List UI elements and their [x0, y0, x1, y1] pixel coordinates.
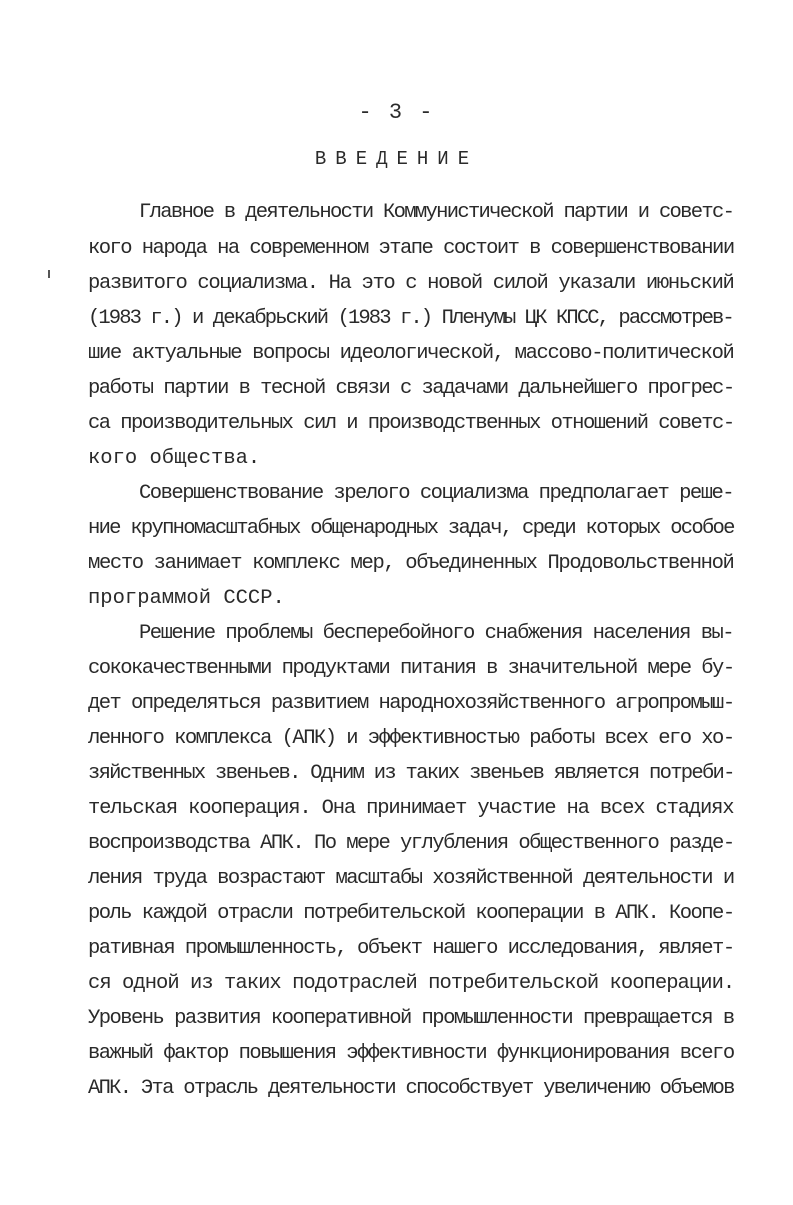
- text-line-13: Решение проблемы бесперебойного снабжения населения вы-: [139, 622, 734, 645]
- text-line-12: программой СССР.: [88, 587, 285, 610]
- page-number: - 3 -: [358, 100, 435, 125]
- text-line-8: кого общества.: [88, 447, 261, 470]
- text-line-22: ративная промышленность, объект нашего исследования, являет-: [88, 937, 734, 960]
- text-line-11: место занимает комплекс мер, объединенных Продовольственной: [88, 552, 734, 575]
- text-line-17: зяйственных звеньев. Одним из таких звеньев является потреби-: [88, 762, 734, 785]
- text-line-19: воспроизводства АПК. По мере углубления общественного разде-: [88, 832, 734, 855]
- text-line-4: (1983 г.) и декабрьский (1983 г.) Пленумы ЦК КПСС, рассмотрев-: [88, 307, 733, 330]
- text-line-15: дет определяться развитием народнохозяйственного агропромыш-: [88, 692, 734, 715]
- text-line-2: кого народа на современном этапе состоит в совершенствовании: [88, 237, 734, 260]
- text-line-21: роль каждой отрасли потребительской кооперации в АПК. Коопе-: [88, 902, 734, 925]
- margin-mark: [48, 270, 50, 278]
- text-line-24: Уровень развития кооперативной промышленности превращается в: [88, 1007, 734, 1030]
- text-line-14: сококачественными продуктами питания в значительной мере бу-: [88, 657, 734, 680]
- text-line-23: ся одной из таких подотраслей потребительской кооперации.: [88, 972, 735, 995]
- text-line-25: важный фактор повышения эффективности функционирования всего: [88, 1042, 734, 1065]
- text-line-16: ленного комплекса (АПК) и эффективностью работы всех его хо-: [88, 727, 734, 750]
- text-line-10: ние крупномасштабных общенародных задач, среди которых особое: [88, 517, 734, 540]
- text-line-5: шие актуальные вопросы идеологической, массово-политической: [88, 342, 734, 365]
- text-line-3: развитого социализма. На это с новой силой указали июньский: [88, 272, 734, 295]
- text-line-18: тельская кооперация. Она принимает участие на всех стадиях: [88, 797, 734, 820]
- text-line-26: АПК. Эта отрасль деятельности способствует увеличению объемов: [88, 1077, 734, 1100]
- text-line-20: ления труда возрастают масштабы хозяйственной деятельности и: [88, 867, 734, 890]
- page-heading: ВВЕДЕНИЕ: [314, 148, 479, 170]
- text-line-9: Совершенствование зрелого социализма предполагает реше-: [139, 482, 734, 505]
- text-line-6: работы партии в тесной связи с задачами дальнейшего прогрес-: [88, 377, 734, 400]
- text-line-7: са производительных сил и производственных отношений советс-: [88, 412, 734, 435]
- text-line-1: Главное в деятельности Коммунистической партии и советс-: [139, 201, 734, 224]
